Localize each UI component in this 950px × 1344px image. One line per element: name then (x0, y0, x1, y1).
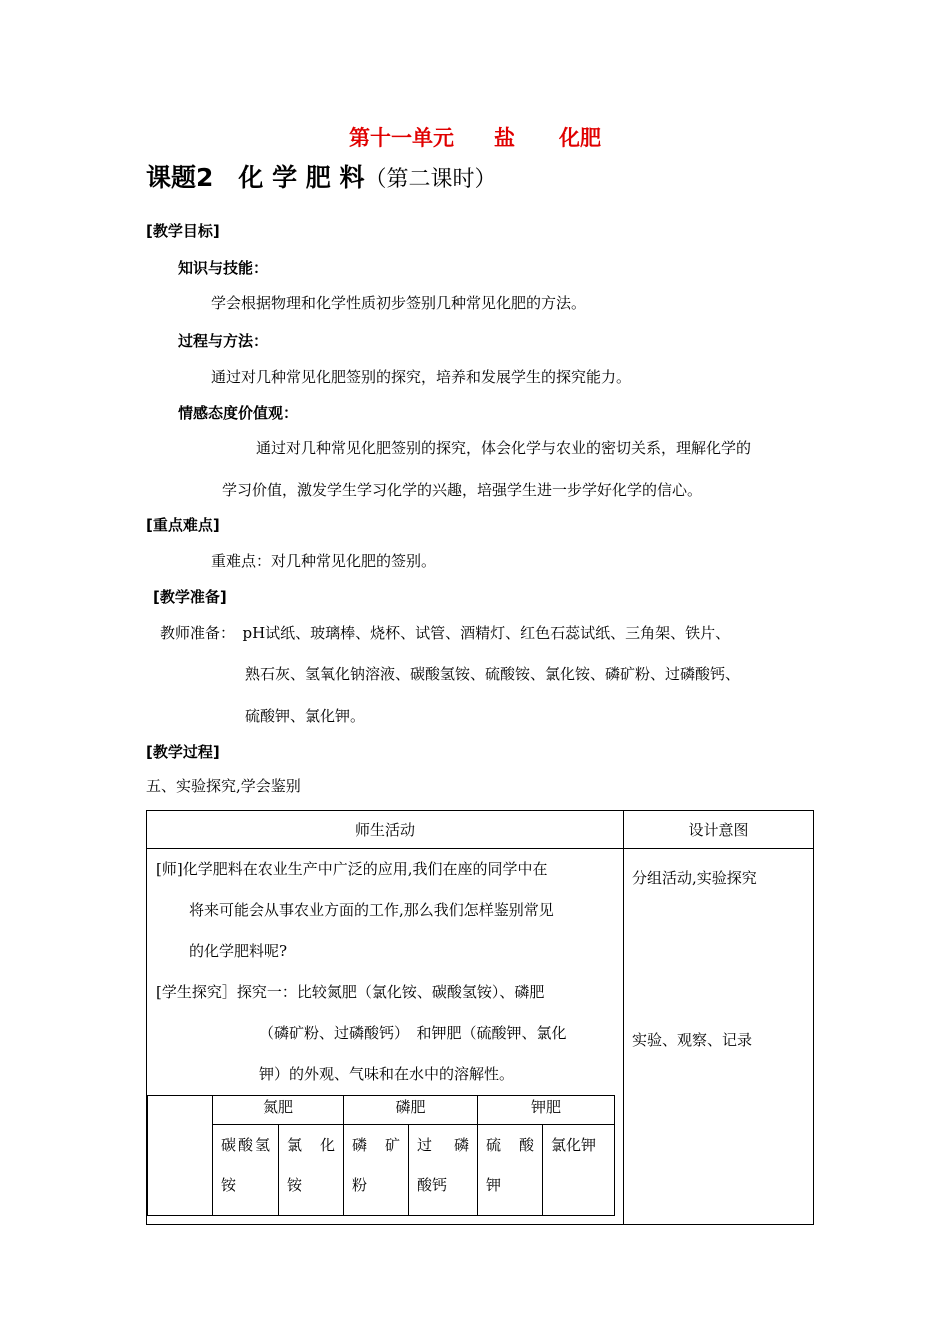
col-header-activity: 师生活动 (147, 811, 624, 849)
emotion-label: 情感态度价值观： (178, 404, 299, 422)
intent-text-1: 分组活动,实验探究 (632, 869, 757, 887)
fertilizer-item: 过磷 酸钙 (409, 1125, 478, 1216)
preparation-heading: [教学准备] (153, 588, 227, 606)
key-points-heading: [重点难点] (146, 516, 220, 534)
activity-line: 将来可能会从事农业方面的工作,那么我们怎样鉴别常见 (189, 901, 554, 919)
activity-line: [学生探究］探究一：比较氮肥（氯化铵、碳酸氢铵）、磷肥 (156, 983, 545, 1001)
preparation-line-3: 硫酸钾、氯化钾。 (245, 707, 366, 725)
lesson-subtitle: （第二课时） (364, 167, 497, 192)
unit-title (0, 122, 950, 152)
col-header-intent: 设计意图 (624, 811, 814, 849)
intent-cell (624, 849, 814, 1225)
fertilizer-table (147, 1095, 615, 1216)
preparation-line-1: 教师准备： pH试纸、玻璃棒、烧杯、试管、酒精灯、红色石蕊试纸、三角架、铁片、 (160, 624, 731, 642)
fertilizer-item: 氯化 铵 (279, 1125, 344, 1216)
fertilizer-blank-cell (148, 1096, 213, 1216)
knowledge-label: 知识与技能： (178, 259, 269, 277)
fertilizer-item: 硫酸 钾 (478, 1125, 543, 1216)
process-text: 通过对几种常见化肥签别的探究，培养和发展学生的探究能力。 (211, 368, 632, 386)
section-5-title: 五、实验探究,学会鉴别 (146, 777, 301, 795)
unit-title-part-3: 化肥 (559, 126, 601, 150)
lesson-title-main: 课题2 化 学 肥 料 (146, 163, 365, 192)
emotion-text-2: 学习价值，激发学生学习化学的兴趣，培强学生进一步学好化学的信心。 (222, 481, 703, 499)
fertilizer-group-nitrogen: 氮肥 (213, 1096, 344, 1125)
fertilizer-item: 磷矿 粉 (344, 1125, 409, 1216)
emotion-text-1: 通过对几种常见化肥签别的探究，体会化学与农业的密切关系，理解化学的 (256, 439, 752, 457)
activity-line: 的化学肥料呢? (189, 942, 288, 960)
intent-text-2: 实验、观察、记录 (632, 1031, 753, 1049)
goals-heading: [教学目标] (146, 222, 220, 240)
unit-title-part-1: 第十一单元 (349, 126, 454, 150)
process-label: 过程与方法： (178, 332, 269, 350)
activity-table (146, 810, 814, 1225)
fertilizer-item: 碳酸氢 铵 (213, 1125, 279, 1216)
activity-line: （磷矿粉、过磷酸钙） 和钾肥（硫酸钾、氯化 (259, 1024, 567, 1042)
key-points-text: 重难点：对几种常见化肥的签别。 (211, 552, 437, 570)
activity-line: 钾）的外观、气味和在水中的溶解性。 (259, 1065, 515, 1083)
fertilizer-group-phosphorus: 磷肥 (344, 1096, 478, 1125)
activity-cell (147, 849, 624, 1225)
unit-title-part-2: 盐 (494, 126, 515, 150)
process-heading: [教学过程] (146, 743, 220, 761)
fertilizer-item: 氯化钾 (543, 1125, 615, 1216)
knowledge-text: 学会根据物理和化学性质初步签别几种常见化肥的方法。 (211, 294, 587, 312)
fertilizer-group-potassium: 钾肥 (478, 1096, 615, 1125)
lesson-title (146, 158, 497, 194)
activity-line: [师]化学肥料在农业生产中广泛的应用,我们在座的同学中在 (156, 860, 548, 878)
preparation-line-2: 熟石灰、氢氧化钠溶液、碳酸氢铵、硫酸铵、氯化铵、磷矿粉、过磷酸钙、 (245, 665, 741, 683)
